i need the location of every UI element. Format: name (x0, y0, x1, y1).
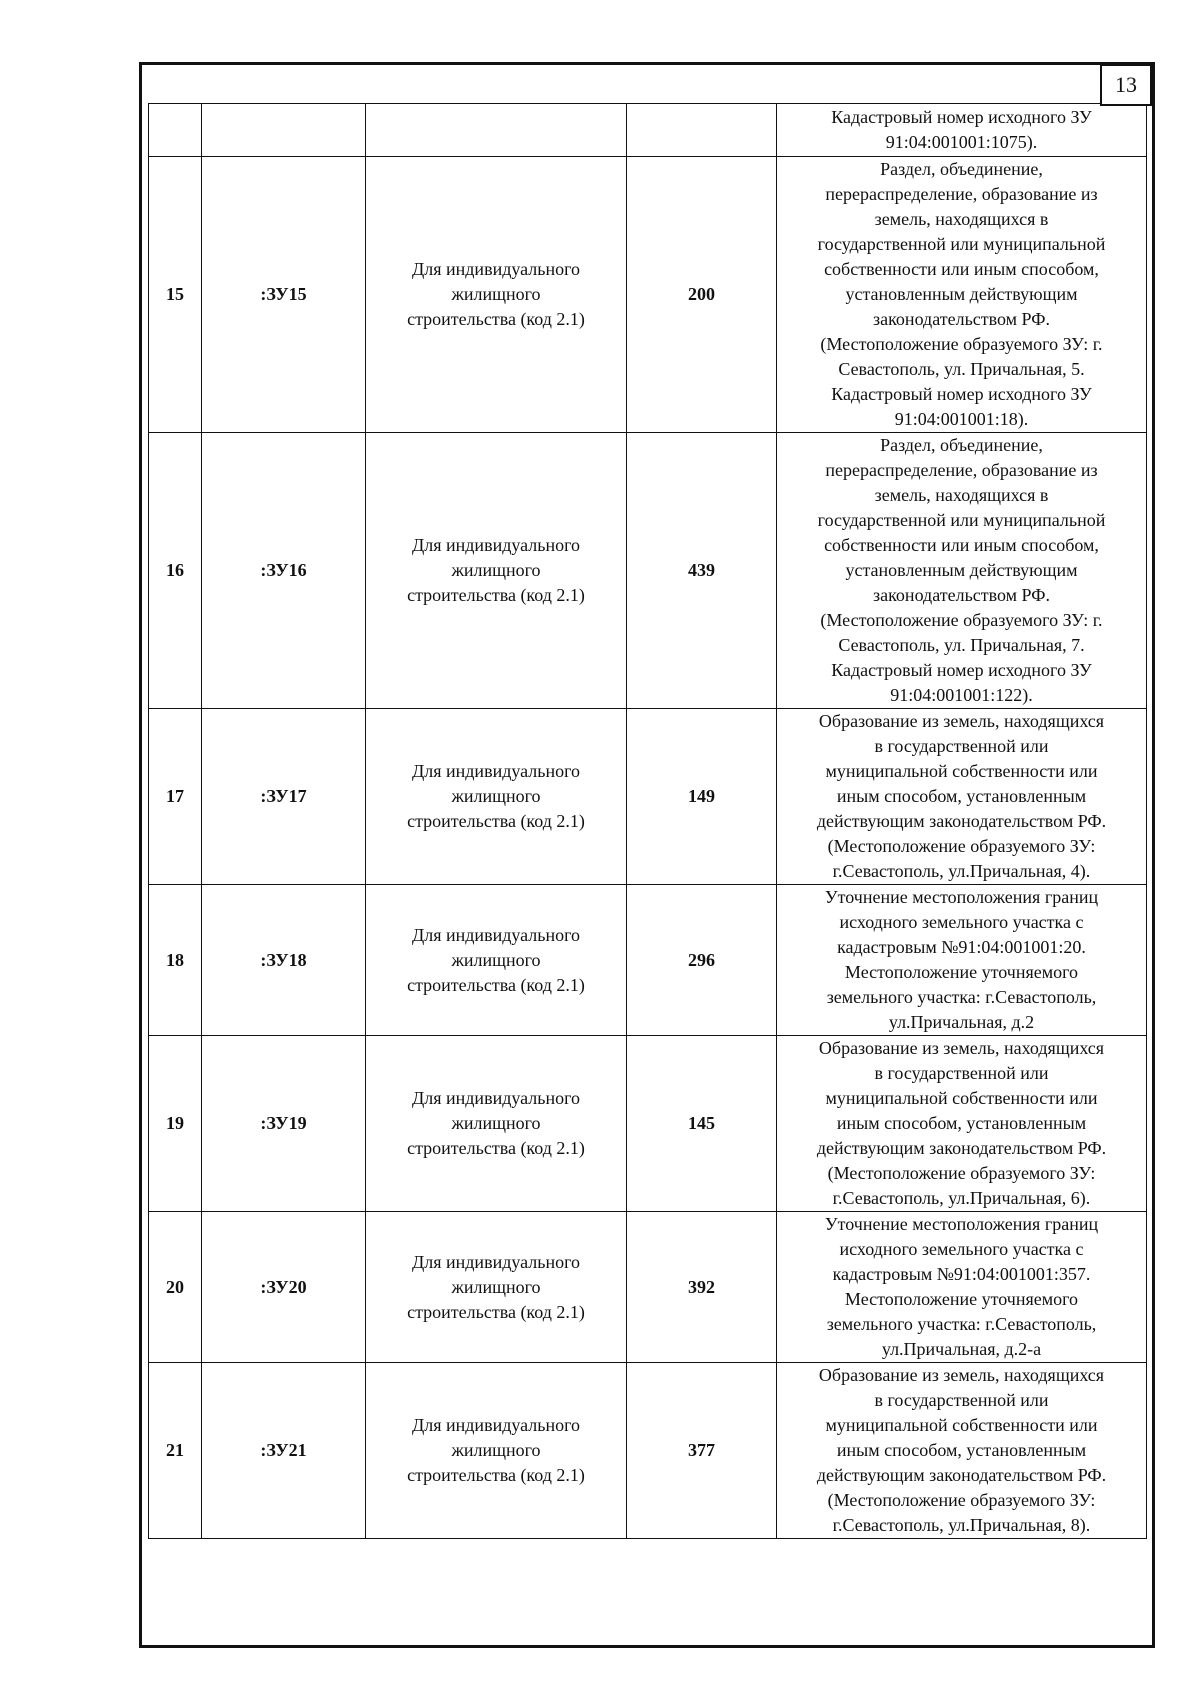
table-row (149, 1212, 1147, 1363)
description-line: в государственной или (874, 736, 1049, 756)
permitted-use-line: Для индивидуального (411, 259, 581, 279)
cell-number: 15 (149, 157, 202, 433)
description-line: Образование из земель, находящихся (818, 711, 1105, 731)
description-line: земельного участка: г.Севастополь, (826, 987, 1097, 1007)
cell-permitted-use (366, 104, 627, 157)
description-line: Раздел, объединение, (880, 435, 1043, 455)
cell-description (777, 1212, 1147, 1363)
permitted-use-line: жилищного (451, 560, 541, 580)
table-row (149, 709, 1147, 885)
cell-description (777, 157, 1147, 433)
cell-area: 296 (627, 885, 777, 1036)
description-line: действующим законодательством РФ. (816, 1138, 1107, 1158)
cell-description (777, 104, 1147, 157)
cell-area: 200 (627, 157, 777, 433)
description-line: (Местоположение образуемого ЗУ: (827, 836, 1096, 856)
description-line: муниципальной собственности или (825, 1088, 1098, 1108)
cell-area: 439 (627, 433, 777, 709)
description-line: в государственной или (874, 1390, 1049, 1410)
description-line: Кадастровый номер исходного ЗУ (831, 660, 1092, 680)
table-row (149, 1363, 1147, 1539)
description-line: государственной или муниципальной (817, 510, 1106, 530)
description-line: 91:04:001001:1075). (885, 132, 1038, 152)
description-line: государственной или муниципальной (817, 234, 1106, 254)
permitted-use-line: жилищного (451, 1113, 541, 1133)
description-line: земель, находящихся в (874, 485, 1049, 505)
description-line: Образование из земель, находящихся (818, 1365, 1105, 1385)
description-line: (Местоположение образуемого ЗУ: (827, 1163, 1096, 1183)
description-line: перераспределение, образование из (825, 460, 1098, 480)
table-row (149, 433, 1147, 709)
table-row (149, 1036, 1147, 1212)
description-line: Севастополь, ул. Причальная, 5. (838, 359, 1085, 379)
cell-number (149, 104, 202, 157)
cell-number: 16 (149, 433, 202, 709)
cell-code: :ЗУ21 (202, 1363, 366, 1539)
cell-code: :ЗУ20 (202, 1212, 366, 1363)
description-line: иным способом, установленным (836, 1113, 1087, 1133)
description-line: Раздел, объединение, (880, 159, 1043, 179)
description-line: муниципальной собственности или (825, 1415, 1098, 1435)
cell-permitted-use (366, 709, 627, 885)
description-line: собственности или иным способом, (824, 259, 1099, 279)
permitted-use-line: строительства (код 2.1) (407, 585, 585, 605)
cell-description (777, 433, 1147, 709)
description-line: муниципальной собственности или (825, 761, 1098, 781)
description-line: 91:04:001001:122). (890, 685, 1033, 705)
cell-permitted-use (366, 1363, 627, 1539)
cell-code: :ЗУ18 (202, 885, 366, 1036)
permitted-use-line: Для индивидуального (411, 1088, 581, 1108)
cell-permitted-use (366, 433, 627, 709)
permitted-use-line: жилищного (451, 949, 541, 970)
cell-area: 149 (627, 709, 777, 885)
description-line: Образование из земель, находящихся (818, 1038, 1105, 1058)
description-line: г.Севастополь, ул.Причальная, 6). (832, 1188, 1091, 1208)
cell-permitted-use (366, 157, 627, 433)
permitted-use-line: Для индивидуального (411, 535, 581, 555)
permitted-use-line: жилищного (451, 284, 541, 304)
description-line: г.Севастополь, ул.Причальная, 8). (832, 1515, 1091, 1535)
description-line: (Местоположение образуемого ЗУ: г. (820, 610, 1103, 630)
cell-area: 377 (627, 1363, 777, 1539)
description-line: законодательством РФ. (873, 585, 1050, 605)
page-number: 13 (1100, 64, 1152, 106)
description-line: 91:04:001001:18). (894, 409, 1029, 429)
description-line: земель, находящихся в (874, 209, 1049, 229)
description-line: Кадастровый номер исходного ЗУ (831, 107, 1092, 127)
permitted-use-line: Для индивидуального (411, 1415, 581, 1435)
permitted-use-line: строительства (код 2.1) (407, 1138, 585, 1158)
permitted-use-line: строительства (код 2.1) (407, 309, 585, 329)
permitted-use-line: жилищного (451, 1440, 541, 1460)
cell-permitted-use (366, 1036, 627, 1212)
description-line: кадастровым №91:04:001001:357. (832, 1264, 1091, 1284)
cell-code: :ЗУ19 (202, 1036, 366, 1212)
table-row (149, 157, 1147, 433)
description-line: собственности или иным способом, (824, 535, 1099, 555)
cell-number: 20 (149, 1212, 202, 1363)
land-plots-table-body (149, 104, 1147, 1539)
description-line: в государственной или (874, 1063, 1049, 1083)
table-row (149, 885, 1147, 1036)
description-line: Местоположение уточняемого (844, 962, 1079, 982)
description-line: законодательством РФ. (873, 309, 1050, 329)
cell-permitted-use (366, 885, 627, 1036)
cell-area: 392 (627, 1212, 777, 1363)
permitted-use-line: строительства (код 2.1) (407, 811, 585, 831)
cell-description (777, 1036, 1147, 1212)
description-line: установленным действующим (845, 560, 1078, 580)
cell-area: 145 (627, 1036, 777, 1212)
description-line: иным способом, установленным (836, 786, 1087, 806)
cell-code: :ЗУ16 (202, 433, 366, 709)
permitted-use-line: строительства (код 2.1) (407, 1301, 585, 1322)
permitted-use-line: Для индивидуального (411, 1251, 581, 1272)
permitted-use-line: жилищного (451, 1276, 541, 1297)
description-line: Кадастровый номер исходного ЗУ (831, 384, 1092, 404)
cell-number: 19 (149, 1036, 202, 1212)
description-line: установленным действующим (845, 284, 1078, 304)
permitted-use-line: Для индивидуального (411, 761, 581, 781)
cell-description (777, 709, 1147, 885)
description-line: иным способом, установленным (836, 1440, 1087, 1460)
cell-permitted-use (366, 1212, 627, 1363)
description-line: г.Севастополь, ул.Причальная, 4). (832, 861, 1091, 881)
cell-code (202, 104, 366, 157)
description-line: ул.Причальная, д.2 (888, 1012, 1035, 1032)
cell-code: :ЗУ17 (202, 709, 366, 885)
description-line: Севастополь, ул. Причальная, 7. (838, 635, 1085, 655)
cell-number: 21 (149, 1363, 202, 1539)
description-line: (Местоположение образуемого ЗУ: г. (820, 334, 1103, 354)
cell-area (627, 104, 777, 157)
permitted-use-line: строительства (код 2.1) (407, 1465, 585, 1485)
description-line: исходного земельного участка с (839, 1239, 1084, 1259)
description-line: земельного участка: г.Севастополь, (826, 1314, 1097, 1334)
cell-description (777, 1363, 1147, 1539)
description-line: перераспределение, образование из (825, 184, 1098, 204)
cell-number: 17 (149, 709, 202, 885)
land-plots-table (148, 103, 1147, 1539)
description-line: Уточнение местоположения границ (824, 1214, 1099, 1234)
permitted-use-line: строительства (код 2.1) (407, 974, 585, 995)
cell-description (777, 885, 1147, 1036)
description-line: ул.Причальная, д.2-а (881, 1339, 1042, 1359)
description-line: (Местоположение образуемого ЗУ: (827, 1490, 1096, 1510)
cell-code: :ЗУ15 (202, 157, 366, 433)
description-line: кадастровым №91:04:001001:20. (837, 937, 1086, 957)
description-line: действующим законодательством РФ. (816, 811, 1107, 831)
cell-number: 18 (149, 885, 202, 1036)
description-line: Уточнение местоположения границ (824, 887, 1099, 907)
description-line: Местоположение уточняемого (844, 1289, 1079, 1309)
description-line: действующим законодательством РФ. (816, 1465, 1107, 1485)
description-line: исходного земельного участка с (839, 912, 1084, 932)
table-row-continuation (149, 104, 1147, 157)
permitted-use-line: Для индивидуального (411, 924, 581, 945)
permitted-use-line: жилищного (451, 786, 541, 806)
